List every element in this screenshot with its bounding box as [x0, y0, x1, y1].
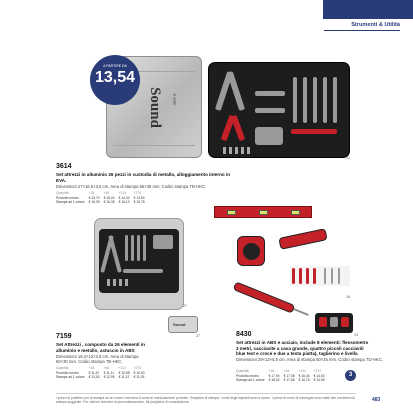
price-badge-caption: A PARTIRE DA: [103, 64, 127, 68]
price-table: Quantità +18 +46 +114 +274 Prodotto neutro € 15,70 € 15,04 € 14,32 € 13,54 Stampa ad 1 colore € 16,35 € 16,35 € 16,10 € 15,78: [56, 191, 145, 205]
open-toolkit-image: [208, 62, 350, 158]
utility-knife-image: [278, 228, 327, 250]
image-number: 27: [196, 334, 200, 338]
screwdriver-set-image: [290, 266, 350, 286]
aluminium-toolcase-image: [94, 218, 184, 310]
product-description: Set Attrezzi , composto da 26 elementi in alluminio e metallo, astuccio in ABS: [56, 342, 145, 353]
table-row: Prodotto neutro € 15,70 € 15,04 € 14,32 € 13,54: [56, 195, 145, 200]
image-number: 27: [183, 304, 187, 308]
brand-logo: Sound: [146, 86, 163, 128]
product-code: 7159: [56, 333, 72, 340]
screwdriver-image: [233, 281, 296, 313]
category-label: Strumenti & Utilità: [351, 22, 400, 28]
footer-disclaimer: I prezzi al pubblico per la stampa ad un colore includono il costo di manipolazione prodotto, l'impianto di stampa, i costi degli impianti sono a carico. I prezzi di costo di consegna sono validi alle condizioni di stampa suggerite. Per ulteriori tecniche di personalizzazione, fai preghiera di consultazione.: [56, 396, 355, 405]
image-number: 12: [346, 156, 350, 160]
category-rule: [324, 30, 400, 31]
closed-toolcase-image: Sound: [168, 316, 198, 333]
table-row: Prodotto neutro € 17,94 € 17,08 € 16,34 € 14,53: [236, 373, 325, 378]
product-code: 3614: [56, 163, 72, 170]
price-badge-value: 13,54: [94, 69, 136, 86]
product-dimensions: Dimensioni 29×13×5,5 cm. Area di stampa 50×25 mm. Codici stampa TD-HKC.: [236, 357, 383, 362]
brand-logo-tagline: & Safe: [172, 93, 178, 106]
eco-icon: 3: [345, 370, 356, 381]
image-number: 16: [346, 295, 350, 299]
spirit-level-image: [214, 206, 312, 218]
price-table: Quantità +18 +46 +114 +274 Prodotto neutro € 11,67 € 11,11 € 10,58 € 10,00 Stampa ad 1 colore € 13,53 € 12,95 € 11,12 € 11,09: [56, 366, 145, 380]
tape-measure-image: [237, 236, 265, 266]
table-row: Prodotto neutro € 11,67 € 11,11 € 10,58 € 10,00: [56, 370, 145, 375]
image-number: 13: [354, 333, 358, 337]
category-tab: [323, 0, 413, 19]
screwdriver-shaft: [293, 308, 309, 316]
page-number: 483: [372, 397, 381, 403]
price-badge: [90, 55, 140, 105]
price-table: Quantità +18 +46 +114 +274 Prodotto neutro € 17,94 € 17,08 € 16,34 € 14,53 Stampa ad 1 colore € 18,52 € 17,58 € 16,76 € 14,95: [236, 369, 325, 383]
table-row: Stampa ad 1 colore € 18,52 € 17,58 € 16,76 € 14,95: [236, 378, 325, 383]
product-description: Set attrezzi in alluminio 26 pezzi in custodia di metallo, alloggiamento interno in EVA.: [56, 172, 231, 183]
tool-pouch-image: [315, 313, 353, 333]
table-row: Stampa ad 1 colore € 13,53 € 12,95 € 11,12 € 11,09: [56, 375, 145, 380]
product-code: 8430: [236, 331, 252, 338]
product-dimensions: Dimensioni 16,2×12×3,8 cm. Area di stampa 60×30 mm. Codici stampa TB-HKC.: [56, 354, 139, 365]
footer-divider: [56, 393, 356, 394]
table-row: Stampa ad 1 colore € 16,35 € 16,35 € 16,10 € 15,78: [56, 200, 145, 205]
product-dimensions: Dimensioni 27×16,5×3,5 cm. Area di stampa 55×35 mm. Codici stampa TB-HKC.: [56, 184, 207, 189]
product-description: Set attrezzi in ABS e acciaio, include 8 elementi: flessometro 3 metri, cacciavite a cava grande, quattro piccoli cacciaviti blue test e croce e due a testa piatta), taglierino e livella: [236, 340, 369, 357]
